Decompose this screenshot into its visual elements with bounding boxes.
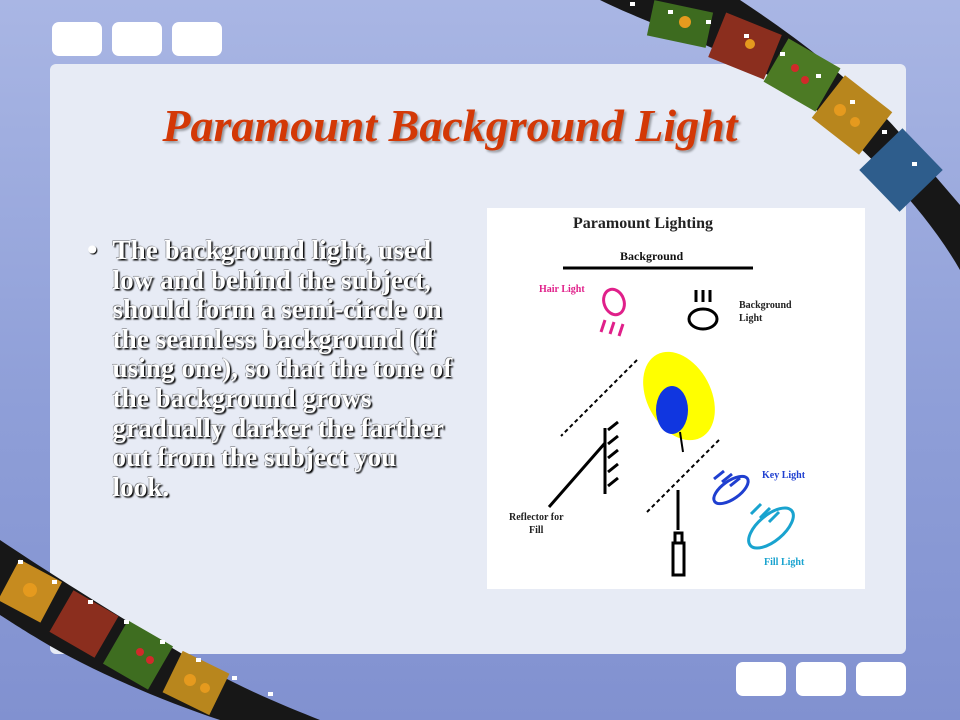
- film-strip-bottom-left: [0, 520, 320, 720]
- reflector-icon: [605, 422, 618, 494]
- decor-tab: [796, 662, 846, 696]
- decor-tab: [856, 662, 906, 696]
- background-light-icon: [689, 290, 717, 329]
- decor-tab: [736, 662, 786, 696]
- key-light-icon: [709, 471, 752, 509]
- decor-tab: [172, 22, 222, 56]
- background-label: Background: [620, 249, 684, 263]
- fill-light-icon: [742, 501, 800, 556]
- reflector-arm: [549, 443, 605, 507]
- reflector-label-2: Fill: [529, 525, 544, 536]
- bullet-text: The background light, used low and behind the subject, should form a semi-circle on the seamless background (if using one), so that the tone of the background grows gradually darker the farther out from the subject you look.: [112, 235, 453, 502]
- reflector-label: Reflector for: [509, 512, 564, 523]
- decor-tab: [112, 22, 162, 56]
- diagram-title: Paramount Lighting: [573, 215, 714, 232]
- hair-light-label: Hair Light: [539, 284, 585, 295]
- bullet-point: [84, 236, 460, 502]
- hair-light-icon: [600, 286, 628, 336]
- slide-title: Paramount Background Light: [162, 100, 738, 151]
- camera-icon: [673, 490, 684, 575]
- fill-light-label: Fill Light: [764, 557, 805, 568]
- lighting-diagram: [487, 208, 865, 589]
- background-light-label-2: Light: [739, 313, 763, 324]
- background-light-label: Background: [739, 300, 792, 311]
- bullet-marker: •: [84, 234, 101, 267]
- key-light-label: Key Light: [762, 470, 806, 481]
- decor-tab: [52, 22, 102, 56]
- subject-icon: [656, 386, 688, 434]
- dashed-line-left: [561, 360, 637, 436]
